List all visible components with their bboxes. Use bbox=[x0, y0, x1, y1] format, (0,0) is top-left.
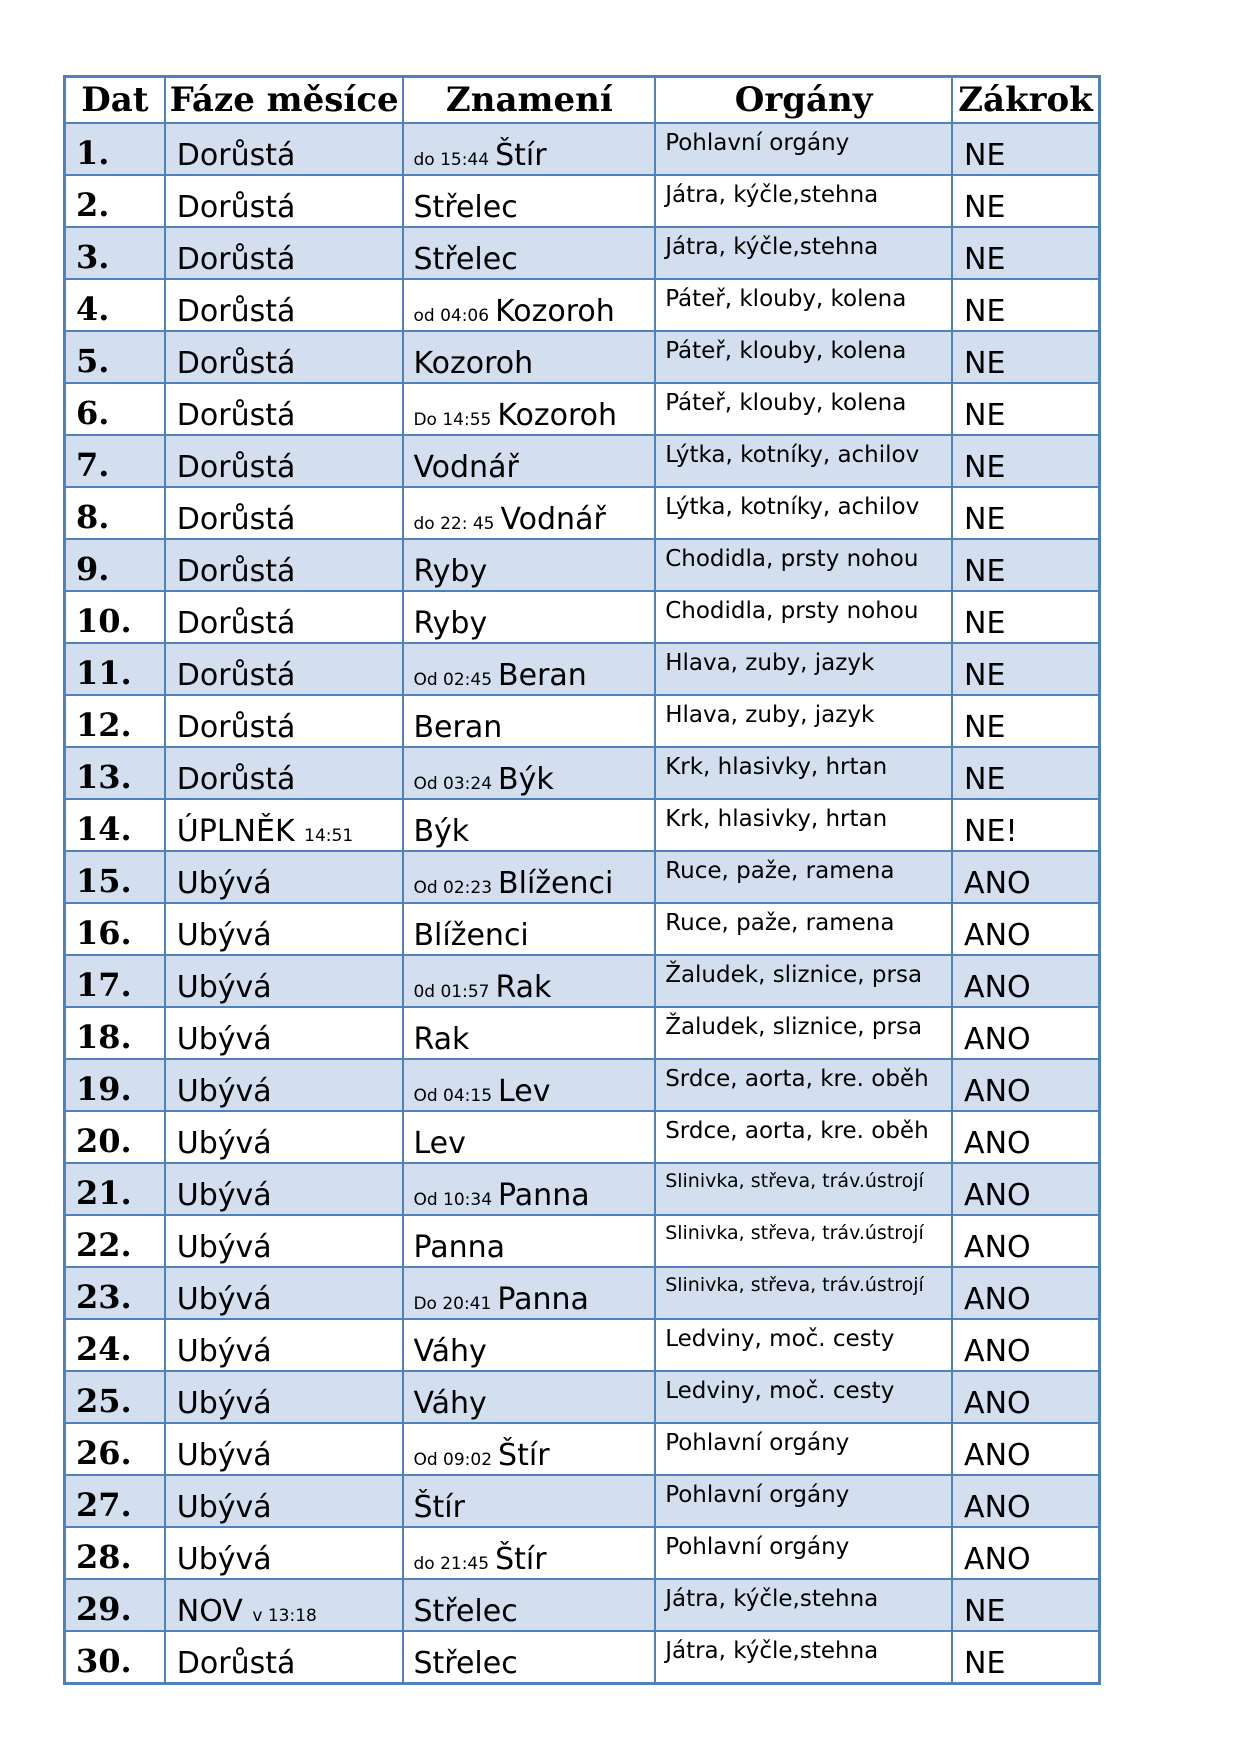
phase-label: Dorůstá bbox=[176, 242, 296, 277]
procedure-cell: NE bbox=[952, 539, 1099, 591]
sign-label: Kozoroh bbox=[413, 346, 534, 381]
phase-label: Dorůstá bbox=[176, 398, 296, 433]
sign-label: Střelec bbox=[413, 1594, 518, 1629]
organs-cell: Játra, kýčle,stehna bbox=[655, 227, 952, 279]
sign-cell bbox=[403, 1631, 655, 1684]
sign-cell bbox=[403, 175, 655, 227]
header-phase: Fáze měsíce bbox=[165, 77, 404, 124]
phase-label: Ubývá bbox=[176, 1438, 272, 1473]
sign-cell bbox=[403, 1267, 655, 1319]
phase-cell bbox=[165, 1111, 404, 1163]
sign-time-note: do 15:44 bbox=[413, 150, 490, 170]
day-cell: 11. bbox=[65, 643, 165, 695]
table-row bbox=[65, 539, 1100, 591]
sign-label: Blíženci bbox=[498, 866, 614, 901]
sign-label: Rak bbox=[495, 970, 552, 1005]
phase-label: Ubývá bbox=[176, 1022, 272, 1057]
phase-cell bbox=[165, 1527, 404, 1579]
table-row bbox=[65, 1631, 1100, 1684]
organs-cell: Ruce, paže, ramena bbox=[655, 903, 952, 955]
sign-cell bbox=[403, 227, 655, 279]
phase-label: ÚPLNĚK bbox=[176, 814, 295, 849]
sign-label: Panna bbox=[498, 1178, 590, 1213]
sign-label: Panna bbox=[497, 1282, 589, 1317]
phase-cell bbox=[165, 1007, 404, 1059]
sign-cell bbox=[403, 1527, 655, 1579]
organs-cell: Hlava, zuby, jazyk bbox=[655, 643, 952, 695]
phase-label: Ubývá bbox=[176, 1126, 272, 1161]
organs-cell: Krk, hlasivky, hrtan bbox=[655, 747, 952, 799]
organs-cell: Páteř, klouby, kolena bbox=[655, 331, 952, 383]
day-cell: 17. bbox=[65, 955, 165, 1007]
table-row bbox=[65, 955, 1100, 1007]
header-sign: Znamení bbox=[403, 77, 655, 124]
procedure-cell: ANO bbox=[952, 1007, 1099, 1059]
table-row bbox=[65, 1163, 1100, 1215]
table-row bbox=[65, 1111, 1100, 1163]
procedure-cell: NE! bbox=[952, 799, 1099, 851]
organs-cell: Pohlavní orgány bbox=[655, 1475, 952, 1527]
phase-label: Ubývá bbox=[176, 1386, 272, 1421]
table-row bbox=[65, 695, 1100, 747]
table-row bbox=[65, 799, 1100, 851]
sign-label: Býk bbox=[498, 762, 554, 797]
day-cell: 18. bbox=[65, 1007, 165, 1059]
day-cell: 4. bbox=[65, 279, 165, 331]
phase-cell bbox=[165, 1163, 404, 1215]
phase-cell bbox=[165, 331, 404, 383]
procedure-cell: ANO bbox=[952, 903, 1099, 955]
phase-cell bbox=[165, 1215, 404, 1267]
procedure-cell: NE bbox=[952, 175, 1099, 227]
sign-label: Býk bbox=[413, 814, 470, 849]
table-row bbox=[65, 435, 1100, 487]
phase-cell bbox=[165, 955, 404, 1007]
procedure-cell: NE bbox=[952, 1579, 1099, 1631]
sign-cell bbox=[403, 1163, 655, 1215]
phase-cell bbox=[165, 1267, 404, 1319]
table-row bbox=[65, 227, 1100, 279]
table-row bbox=[65, 1215, 1100, 1267]
table-row bbox=[65, 1059, 1100, 1111]
phase-cell bbox=[165, 1579, 404, 1631]
phase-label: Dorůstá bbox=[176, 346, 296, 381]
sign-cell bbox=[403, 799, 655, 851]
day-cell: 9. bbox=[65, 539, 165, 591]
sign-label: Beran bbox=[413, 710, 503, 745]
organs-cell: Žaludek, sliznice, prsa bbox=[655, 955, 952, 1007]
phase-label: Ubývá bbox=[176, 1178, 272, 1213]
sign-time-note: do 21:45 bbox=[413, 1554, 490, 1574]
sign-label: Váhy bbox=[413, 1386, 487, 1421]
phase-cell bbox=[165, 279, 404, 331]
organs-cell: Ledviny, moč. cesty bbox=[655, 1371, 952, 1423]
day-cell: 14. bbox=[65, 799, 165, 851]
procedure-cell: NE bbox=[952, 695, 1099, 747]
day-cell: 27. bbox=[65, 1475, 165, 1527]
procedure-cell: ANO bbox=[952, 1423, 1099, 1475]
sign-label: Střelec bbox=[413, 1646, 518, 1681]
day-cell: 8. bbox=[65, 487, 165, 539]
sign-label: Ryby bbox=[413, 606, 488, 641]
table-row bbox=[65, 123, 1100, 175]
procedure-cell: NE bbox=[952, 435, 1099, 487]
table-row bbox=[65, 383, 1100, 435]
organs-cell: Slinivka, střeva, tráv.ústrojí bbox=[655, 1163, 952, 1215]
phase-cell bbox=[165, 1631, 404, 1684]
organs-cell: Pohlavní orgány bbox=[655, 123, 952, 175]
table-row bbox=[65, 331, 1100, 383]
procedure-cell: NE bbox=[952, 747, 1099, 799]
sign-cell bbox=[403, 1059, 655, 1111]
organs-cell: Ledviny, moč. cesty bbox=[655, 1319, 952, 1371]
sign-time-note: Od 04:15 bbox=[413, 1086, 493, 1106]
procedure-cell: ANO bbox=[952, 1319, 1099, 1371]
phase-cell bbox=[165, 1319, 404, 1371]
procedure-cell: NE bbox=[952, 1631, 1099, 1684]
phase-time-note: 14:51 bbox=[304, 826, 354, 846]
sign-label: Střelec bbox=[413, 242, 518, 277]
phase-cell bbox=[165, 227, 404, 279]
sign-time-note: Od 09:02 bbox=[413, 1450, 493, 1470]
phase-label: Ubývá bbox=[176, 1282, 272, 1317]
day-cell: 3. bbox=[65, 227, 165, 279]
sign-cell bbox=[403, 1111, 655, 1163]
day-cell: 24. bbox=[65, 1319, 165, 1371]
table-row bbox=[65, 1319, 1100, 1371]
sign-label: Štír bbox=[495, 138, 547, 173]
procedure-cell: ANO bbox=[952, 1163, 1099, 1215]
organs-cell: Slinivka, střeva, tráv.ústrojí bbox=[655, 1267, 952, 1319]
sign-cell bbox=[403, 695, 655, 747]
sign-time-note: Do 14:55 bbox=[413, 410, 492, 430]
sign-time-note: do 22: 45 bbox=[413, 514, 495, 534]
day-cell: 28. bbox=[65, 1527, 165, 1579]
sign-label: Štír bbox=[495, 1542, 547, 1577]
sign-label: Kozoroh bbox=[497, 398, 618, 433]
procedure-cell: ANO bbox=[952, 851, 1099, 903]
phase-label: Ubývá bbox=[176, 1074, 272, 1109]
day-cell: 7. bbox=[65, 435, 165, 487]
procedure-cell: ANO bbox=[952, 955, 1099, 1007]
sign-cell bbox=[403, 539, 655, 591]
phase-label: Dorůstá bbox=[176, 762, 296, 797]
sign-label: Beran bbox=[498, 658, 587, 693]
phase-cell bbox=[165, 643, 404, 695]
procedure-cell: NE bbox=[952, 123, 1099, 175]
phase-label: Dorůstá bbox=[176, 294, 296, 329]
header-row bbox=[65, 77, 1100, 124]
organs-cell: Pohlavní orgány bbox=[655, 1527, 952, 1579]
day-cell: 30. bbox=[65, 1631, 165, 1684]
sign-label: Váhy bbox=[413, 1334, 487, 1369]
organs-cell: Páteř, klouby, kolena bbox=[655, 279, 952, 331]
phase-label: Dorůstá bbox=[176, 138, 296, 173]
table-row bbox=[65, 279, 1100, 331]
sign-cell bbox=[403, 955, 655, 1007]
sign-time-note: Od 03:24 bbox=[413, 774, 493, 794]
phase-label: Dorůstá bbox=[176, 190, 296, 225]
day-cell: 10. bbox=[65, 591, 165, 643]
sign-cell bbox=[403, 1319, 655, 1371]
sign-label: Rak bbox=[413, 1022, 470, 1057]
sign-label: Ryby bbox=[413, 554, 488, 589]
sign-cell bbox=[403, 851, 655, 903]
phase-cell bbox=[165, 123, 404, 175]
phase-label: Dorůstá bbox=[176, 606, 296, 641]
table-body bbox=[65, 123, 1100, 1684]
day-cell: 21. bbox=[65, 1163, 165, 1215]
procedure-cell: NE bbox=[952, 643, 1099, 695]
day-cell: 1. bbox=[65, 123, 165, 175]
organs-cell: Páteř, klouby, kolena bbox=[655, 383, 952, 435]
day-cell: 26. bbox=[65, 1423, 165, 1475]
organs-cell: Játra, kýčle,stehna bbox=[655, 175, 952, 227]
table-row bbox=[65, 851, 1100, 903]
organs-cell: Srdce, aorta, kre. oběh bbox=[655, 1111, 952, 1163]
phase-label: Dorůstá bbox=[176, 710, 296, 745]
phase-label: Ubývá bbox=[176, 1334, 272, 1369]
table-row bbox=[65, 591, 1100, 643]
organs-cell: Chodidla, prsty nohou bbox=[655, 539, 952, 591]
procedure-cell: NE bbox=[952, 331, 1099, 383]
table-row bbox=[65, 1007, 1100, 1059]
sign-label: Kozoroh bbox=[495, 294, 615, 329]
sign-label: Vodnář bbox=[413, 450, 519, 485]
sign-cell bbox=[403, 123, 655, 175]
procedure-cell: ANO bbox=[952, 1371, 1099, 1423]
sign-label: Lev bbox=[413, 1126, 466, 1161]
day-cell: 29. bbox=[65, 1579, 165, 1631]
phase-cell bbox=[165, 695, 404, 747]
sign-time-note: Od 02:23 bbox=[413, 878, 493, 898]
sign-time-note: Do 20:41 bbox=[413, 1294, 492, 1314]
sign-label: Štír bbox=[498, 1438, 550, 1473]
sign-label: Blíženci bbox=[413, 918, 529, 953]
day-cell: 13. bbox=[65, 747, 165, 799]
phase-cell bbox=[165, 747, 404, 799]
day-cell: 22. bbox=[65, 1215, 165, 1267]
phase-label: Dorůstá bbox=[176, 450, 296, 485]
sign-cell bbox=[403, 1007, 655, 1059]
phase-cell bbox=[165, 591, 404, 643]
procedure-cell: ANO bbox=[952, 1267, 1099, 1319]
organs-cell: Lýtka, kotníky, achilov bbox=[655, 435, 952, 487]
day-cell: 19. bbox=[65, 1059, 165, 1111]
day-cell: 16. bbox=[65, 903, 165, 955]
table-row bbox=[65, 175, 1100, 227]
sign-label: Lev bbox=[498, 1074, 551, 1109]
organs-cell: Ruce, paže, ramena bbox=[655, 851, 952, 903]
phase-cell bbox=[165, 1475, 404, 1527]
procedure-cell: ANO bbox=[952, 1475, 1099, 1527]
day-cell: 6. bbox=[65, 383, 165, 435]
phase-time-note: v 13:18 bbox=[252, 1606, 317, 1626]
table-row bbox=[65, 747, 1100, 799]
organs-cell: Lýtka, kotníky, achilov bbox=[655, 487, 952, 539]
organs-cell: Slinivka, střeva, tráv.ústrojí bbox=[655, 1215, 952, 1267]
sign-time-note: Od 10:34 bbox=[413, 1190, 493, 1210]
organs-cell: Játra, kýčle,stehna bbox=[655, 1579, 952, 1631]
day-cell: 23. bbox=[65, 1267, 165, 1319]
organs-cell: Srdce, aorta, kre. oběh bbox=[655, 1059, 952, 1111]
day-cell: 2. bbox=[65, 175, 165, 227]
sign-cell bbox=[403, 1423, 655, 1475]
phase-label: Dorůstá bbox=[176, 658, 296, 693]
sign-cell bbox=[403, 747, 655, 799]
sign-cell bbox=[403, 1475, 655, 1527]
phase-cell bbox=[165, 851, 404, 903]
phase-cell bbox=[165, 383, 404, 435]
sign-cell bbox=[403, 435, 655, 487]
sign-time-note: 0d 01:57 bbox=[413, 982, 490, 1002]
sign-cell bbox=[403, 487, 655, 539]
procedure-cell: ANO bbox=[952, 1527, 1099, 1579]
organs-cell: Pohlavní orgány bbox=[655, 1423, 952, 1475]
phase-label: Ubývá bbox=[176, 970, 272, 1005]
phase-label: Ubývá bbox=[176, 1490, 272, 1525]
phase-label: Dorůstá bbox=[176, 554, 296, 589]
organs-cell: Chodidla, prsty nohou bbox=[655, 591, 952, 643]
day-cell: 5. bbox=[65, 331, 165, 383]
procedure-cell: ANO bbox=[952, 1111, 1099, 1163]
sign-cell bbox=[403, 643, 655, 695]
phase-label: Dorůstá bbox=[176, 1646, 296, 1681]
table-row bbox=[65, 643, 1100, 695]
sign-label: Panna bbox=[413, 1230, 506, 1265]
phase-cell bbox=[165, 175, 404, 227]
phase-cell bbox=[165, 799, 404, 851]
phase-label: NOV bbox=[176, 1594, 243, 1629]
procedure-cell: NE bbox=[952, 279, 1099, 331]
phase-cell bbox=[165, 903, 404, 955]
header-day: Dat bbox=[65, 77, 165, 124]
organs-cell: Krk, hlasivky, hrtan bbox=[655, 799, 952, 851]
sign-cell bbox=[403, 383, 655, 435]
table-row bbox=[65, 903, 1100, 955]
organs-cell: Žaludek, sliznice, prsa bbox=[655, 1007, 952, 1059]
phase-cell bbox=[165, 487, 404, 539]
header-organs: Orgány bbox=[655, 77, 952, 124]
phase-cell bbox=[165, 1423, 404, 1475]
table-row bbox=[65, 1579, 1100, 1631]
phase-cell bbox=[165, 435, 404, 487]
day-cell: 25. bbox=[65, 1371, 165, 1423]
table-row bbox=[65, 1423, 1100, 1475]
header-procedure: Zákrok bbox=[952, 77, 1099, 124]
phase-label: Ubývá bbox=[176, 1230, 272, 1265]
organs-cell: Hlava, zuby, jazyk bbox=[655, 695, 952, 747]
sign-cell bbox=[403, 279, 655, 331]
procedure-cell: ANO bbox=[952, 1215, 1099, 1267]
phase-label: Ubývá bbox=[176, 918, 272, 953]
day-cell: 15. bbox=[65, 851, 165, 903]
sign-cell bbox=[403, 331, 655, 383]
sign-cell bbox=[403, 1215, 655, 1267]
sign-label: Štír bbox=[413, 1490, 465, 1525]
phase-label: Dorůstá bbox=[176, 502, 296, 537]
sign-time-note: Od 02:45 bbox=[413, 670, 493, 690]
table-row bbox=[65, 487, 1100, 539]
sign-cell bbox=[403, 1371, 655, 1423]
lunar-calendar-table bbox=[63, 75, 1101, 1685]
sign-time-note: od 04:06 bbox=[413, 306, 490, 326]
sign-cell bbox=[403, 903, 655, 955]
sign-label: Vodnář bbox=[500, 502, 606, 537]
procedure-cell: ANO bbox=[952, 1059, 1099, 1111]
procedure-cell: NE bbox=[952, 487, 1099, 539]
table-row bbox=[65, 1527, 1100, 1579]
day-cell: 12. bbox=[65, 695, 165, 747]
phase-label: Ubývá bbox=[176, 866, 272, 901]
table-row bbox=[65, 1475, 1100, 1527]
phase-cell bbox=[165, 1059, 404, 1111]
procedure-cell: NE bbox=[952, 591, 1099, 643]
procedure-cell: NE bbox=[952, 383, 1099, 435]
phase-label: Ubývá bbox=[176, 1542, 272, 1577]
phase-cell bbox=[165, 1371, 404, 1423]
sign-label: Střelec bbox=[413, 190, 518, 225]
phase-cell bbox=[165, 539, 404, 591]
organs-cell: Játra, kýčle,stehna bbox=[655, 1631, 952, 1684]
sign-cell bbox=[403, 591, 655, 643]
table-row bbox=[65, 1371, 1100, 1423]
sign-cell bbox=[403, 1579, 655, 1631]
table-row bbox=[65, 1267, 1100, 1319]
day-cell: 20. bbox=[65, 1111, 165, 1163]
procedure-cell: NE bbox=[952, 227, 1099, 279]
